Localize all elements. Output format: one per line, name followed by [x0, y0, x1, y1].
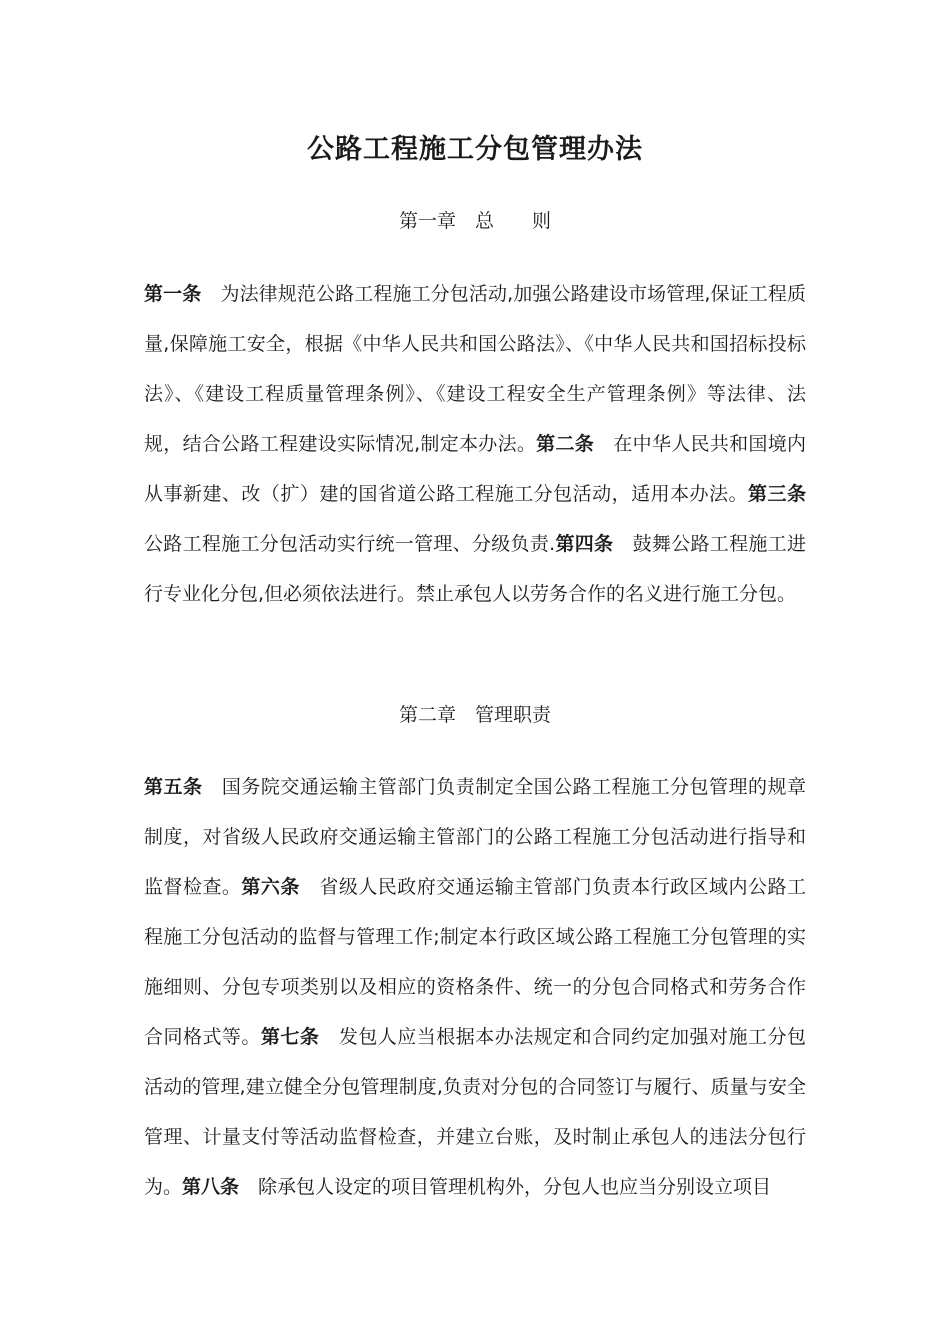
article-1-text: 为法律规范公路工程施工分包活动,加强公路建设市场管理,保证工程质量,保障施工安全，根据《中华人民共和国公路法》、《中华人民共和国招标投标法》、《建设工程质量管理条例》、《建设工程安全生产管理条例》等法律、法规，结合公路工程建设实际情况,制定本办法。	[144, 283, 806, 455]
article-8-label: 第八条	[182, 1176, 240, 1198]
article-7-text: 发包人应当根据本办法规定和合同约定加强对施工分包活动的管理,建立健全分包管理制度,负责对分包的合同签订与履行、质量与安全管理、计量支付等活动监督检查，并建立台账，及时制止承包人的违法分包行为。	[144, 1026, 806, 1198]
article-4-label: 第四条	[555, 533, 614, 555]
article-6-label: 第六条	[241, 876, 300, 898]
article-1-label: 第一条	[144, 283, 202, 305]
article-6-text: 省级人民政府交通运输主管部门负责本行政区域内公路工程施工分包活动的监督与管理工作;制定本行政区域公路工程施工分包管理的实施细则、分包专项类别以及相应的资格条件、统一的分包合同格式和劳务合作合同格式等。	[144, 876, 806, 1048]
chapter-1-heading: 第一章 总 则	[398, 210, 551, 232]
document-title: 公路工程施工分包管理办法	[307, 134, 643, 165]
chapter-1-body	[144, 269, 825, 619]
chapter-2-heading: 第二章 管理职责	[398, 704, 551, 726]
article-2-label: 第二条	[536, 433, 595, 455]
article-5-text: 国务院交通运输主管部门负责制定全国公路工程施工分包管理的规章制度，对省级人民政府交通运输主管部门的公路工程施工分包活动进行指导和监督检查。	[144, 776, 806, 898]
article-3-text: 公路工程施工分包活动实行统一管理、分级负责.	[144, 483, 825, 555]
article-8-text: 除承包人设定的项目管理机构外，分包人也应当分别设立项目	[239, 1176, 772, 1198]
chapter-2-body	[144, 762, 806, 1212]
article-7-label: 第七条	[260, 1026, 320, 1048]
article-3-label: 第三条	[748, 483, 806, 505]
article-5-label: 第五条	[144, 776, 203, 798]
article-2-text: 在中华人民共和国境内从事新建、改（扩）建的国省道公路工程施工分包活动，适用本办法。	[144, 433, 806, 505]
article-4-text: 鼓舞公路工程施工进行专业化分包,但必须依法进行。禁止承包人以劳务合作的名义进行施工分包。	[144, 533, 806, 605]
